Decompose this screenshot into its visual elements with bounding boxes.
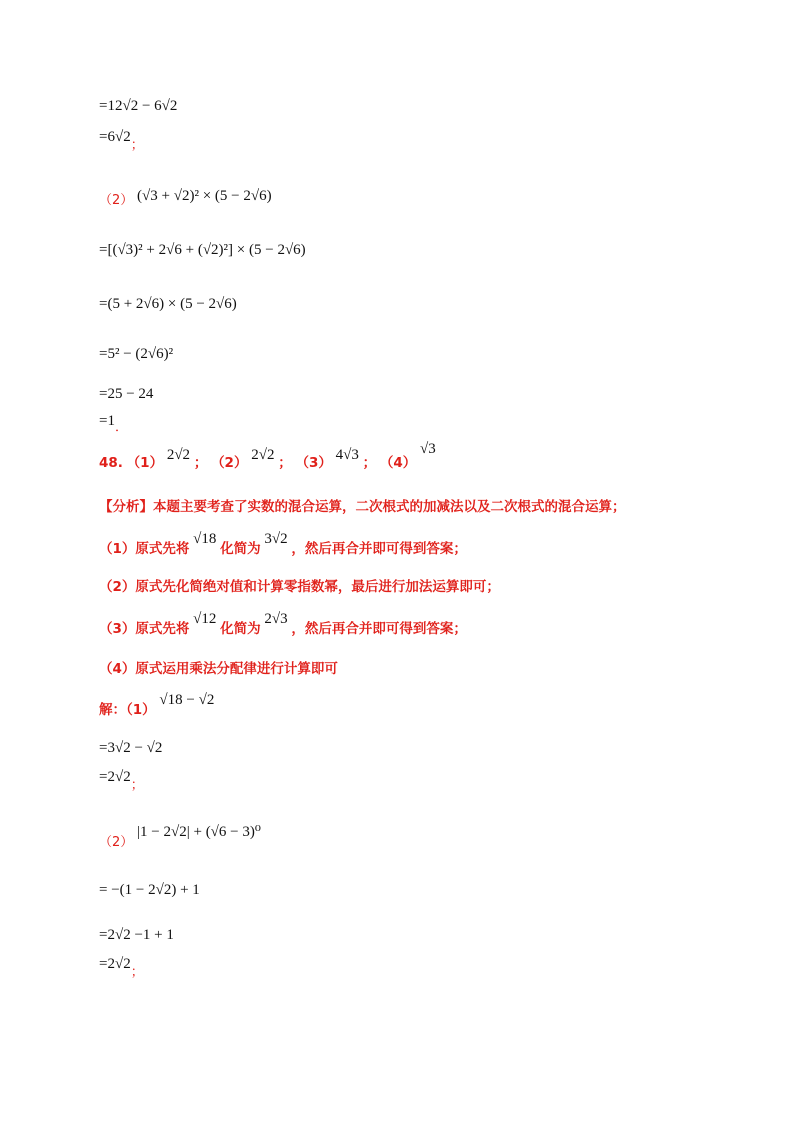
line-3: =[(√3)² + 2√6 + (√2)²] × (5 − 2√6)	[99, 242, 306, 258]
solution-part-1: 解：（1） √18 − √2	[99, 692, 215, 718]
solution-line-3: = −(1 − 2√2) + 1	[99, 882, 200, 898]
q48-number: 48.	[99, 455, 123, 471]
line-2: =6√2；	[99, 129, 144, 153]
solution-label: 解：（1）	[99, 702, 156, 718]
solution-line-1: =3√2 − √2	[99, 740, 163, 756]
line-1: =12√2 − 6√2	[99, 98, 178, 114]
solution-line-2: =2√2；	[99, 769, 144, 793]
analysis-point-4: （4）原式运用乘法分配律进行计算即可	[99, 661, 338, 677]
q48-answer-1: 2√2	[166, 447, 191, 463]
part2-statement: （2） (√3 + √2)² × (5 − 2√6)	[99, 188, 272, 208]
line-7: =1．	[99, 413, 128, 435]
solution-part-2: （2） |1 − 2√2| + (√6 − 3)⁰	[99, 824, 261, 850]
line-4: =(5 + 2√6) × (5 − 2√6)	[99, 296, 237, 312]
q48-answer-3: 4√3	[335, 447, 359, 463]
analysis-point-2: （2）原式先化简绝对值和计算零指数幂，最后进行加法运算即可；	[99, 579, 500, 595]
q48-answers: 48. （1） 2√2 ； （2） 2√2 ； （3） 4√3 ； （4） √3	[99, 441, 436, 471]
analysis-point-1: （1）原式先将 √18 化简为 3√2 ，然后再合并即可得到答案；	[99, 531, 467, 557]
solution-line-5: =2√2；	[99, 956, 144, 980]
line-5: =5² − (2√6)²	[99, 346, 174, 362]
solution-line-4: =2√2 −1 + 1	[99, 927, 174, 943]
analysis-point-3: （3）原式先将 √12 化简为 2√3 ，然后再合并即可得到答案；	[99, 611, 467, 637]
q48-answer-4: √3	[420, 441, 436, 457]
analysis-heading: 【分析】本题主要考查了实数的混合运算，二次根式的加减法以及二次根式的混合运算；	[99, 499, 626, 515]
q48-answer-2: 2√2	[251, 447, 275, 463]
line-6: =25 − 24	[99, 386, 154, 402]
